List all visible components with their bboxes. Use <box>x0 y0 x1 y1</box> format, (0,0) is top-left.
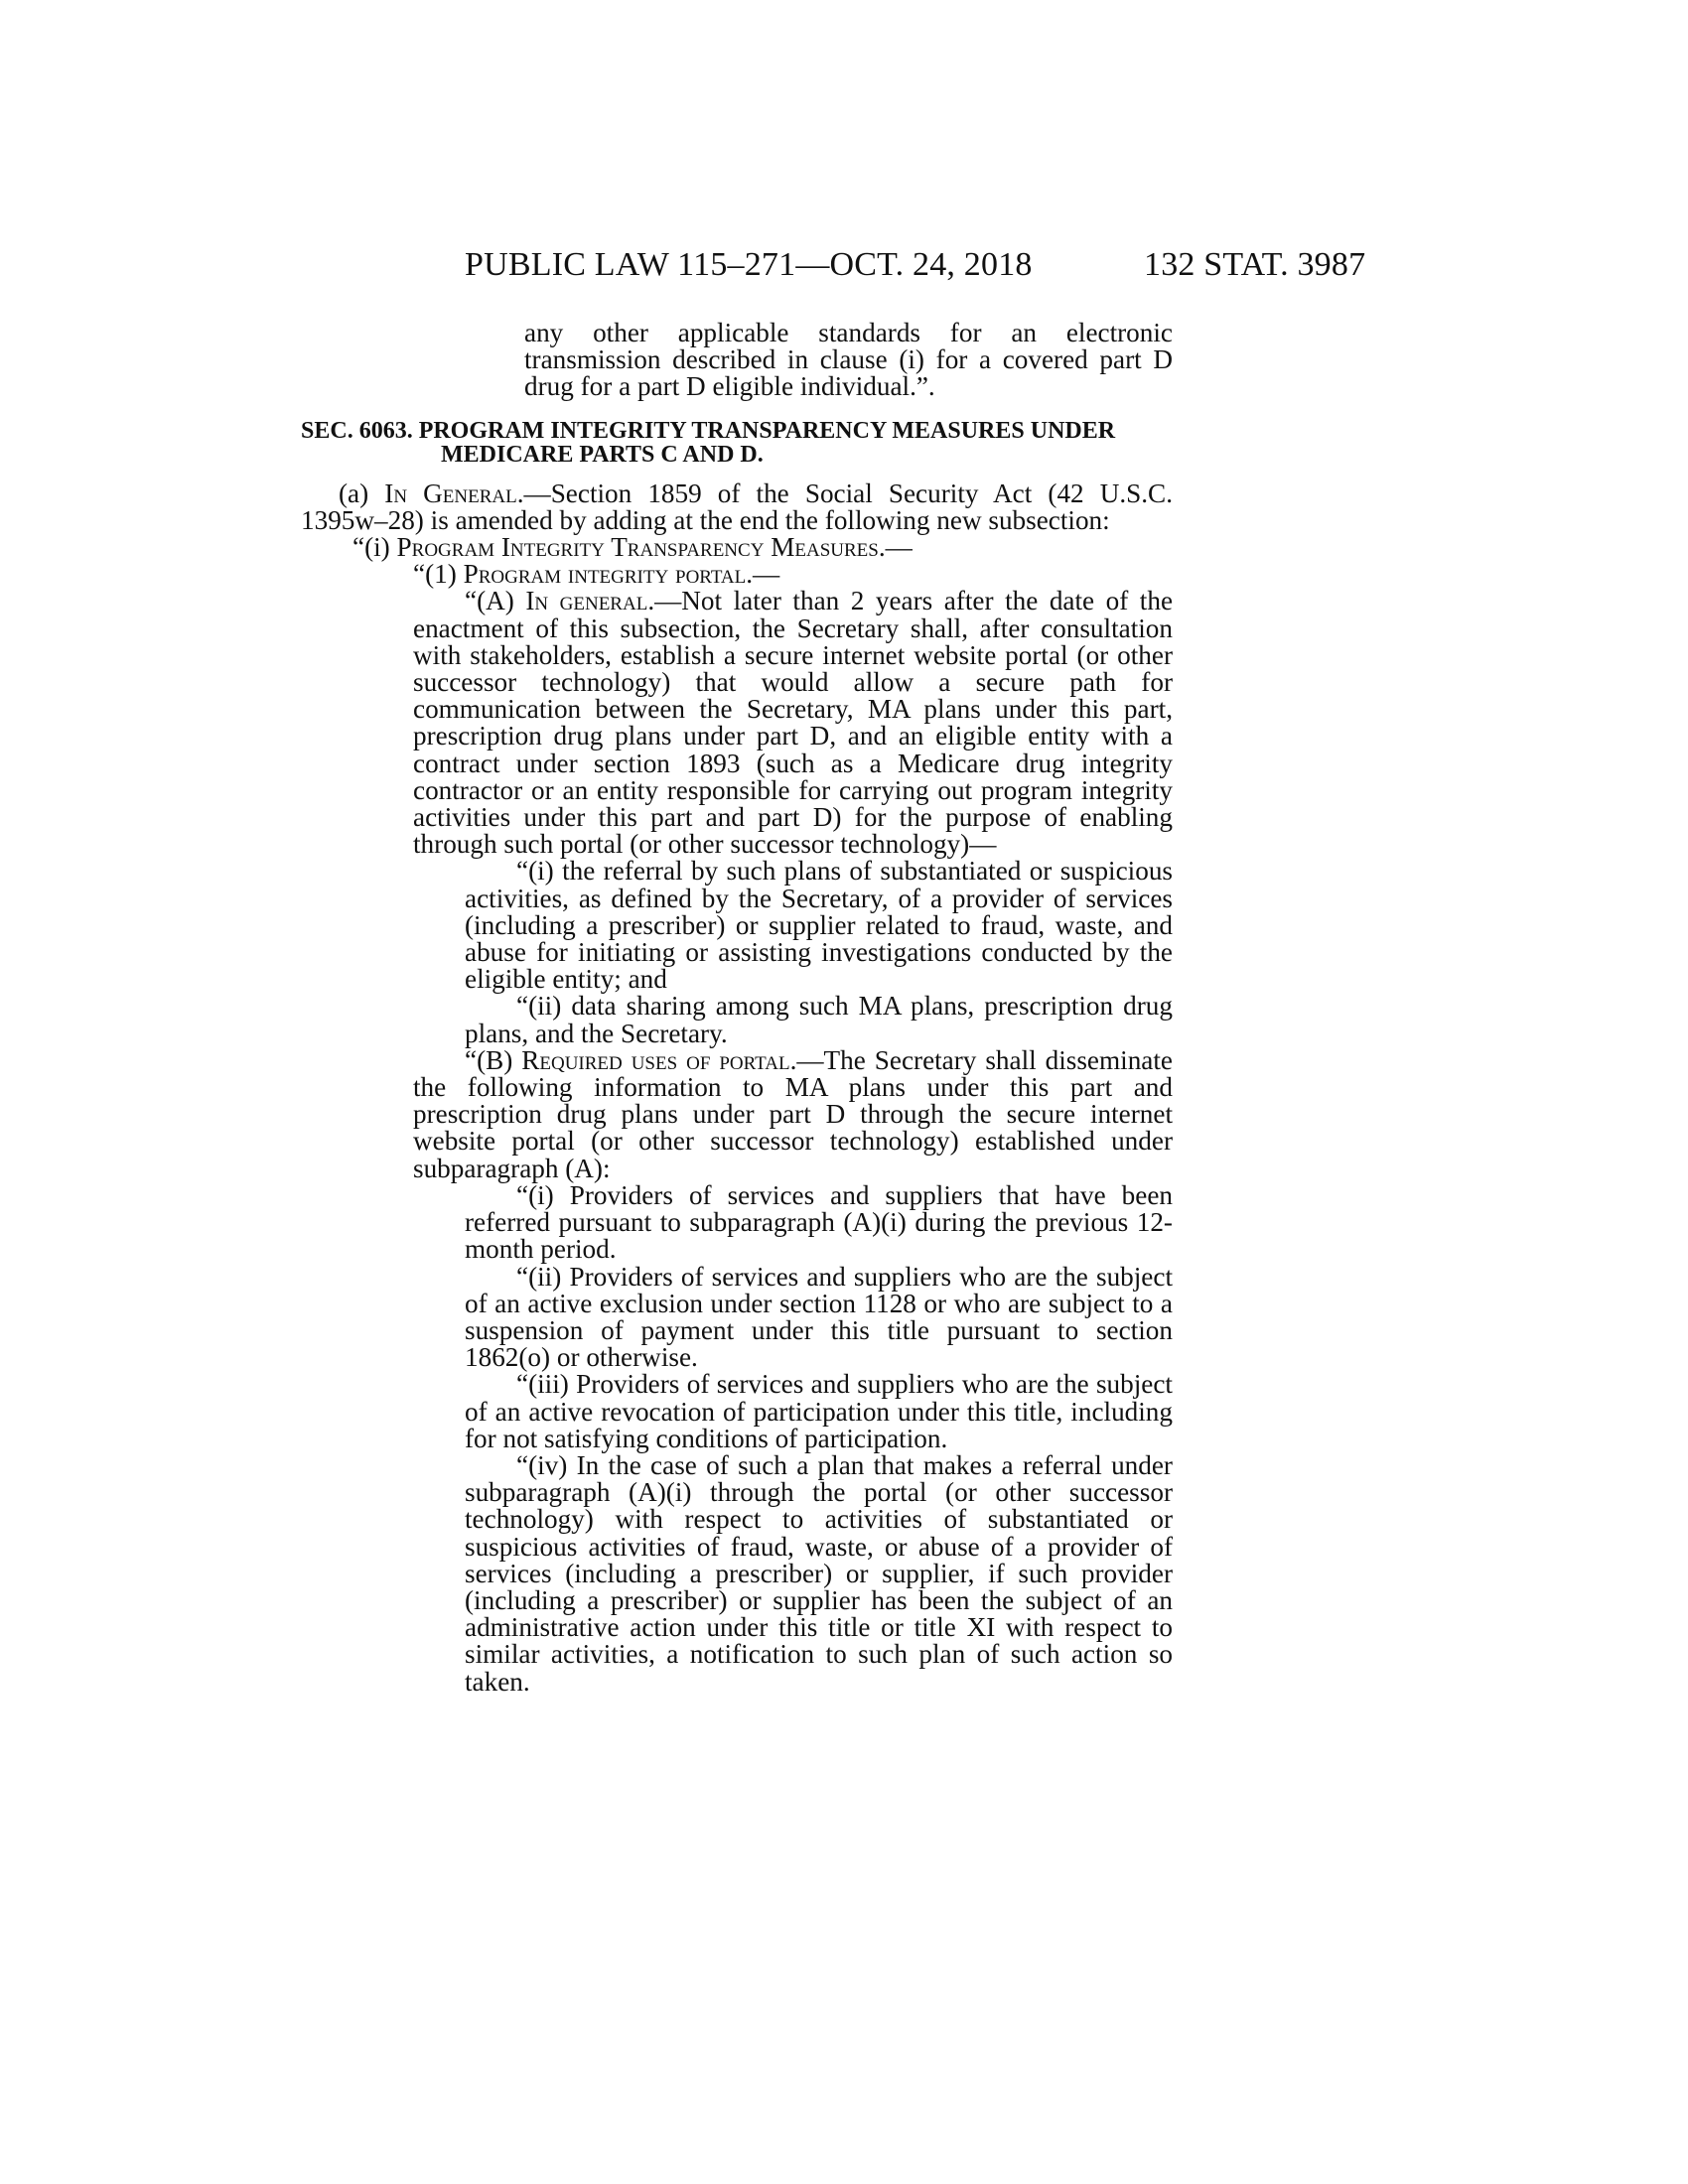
subparagraph-A-heading: In general <box>525 586 648 616</box>
subparagraph-B-clause-ii: “(ii) Providers of services and suppliers who are the subject of an active exclusion under section 1128 or who are subject to a suspension of payment under this title pursuant to section 1862(o) or otherwise. <box>465 1261 1173 1373</box>
subsection-a <box>301 480 1173 534</box>
subparagraph-A-text: .—Not later than 2 years after the date of the enactment of this subsection, the Secretary shall, after consultation with stakeholders, establish a secure internet website portal (or other successor technology) that would allow a secure path for communication between the Secretary, MA plans under this part, prescription drug plans under part D, and an eligible entity with a contract under section 1893 (such as a Medicare drug integrity contractor or an entity responsible for carrying out program integrity activities under this part and part D) for the purpose of enabling through such portal (or other successor technology)— <box>413 586 1174 860</box>
paragraph-1-heading: Program integrity portal <box>463 559 747 590</box>
subsection-i-heading: Program Integrity Transparency Measures <box>396 532 879 563</box>
subsection-a-heading: In General <box>384 478 517 508</box>
paragraph-1-dash: .— <box>746 559 780 590</box>
page-header-stat: 132 STAT. 3987 <box>1144 246 1366 283</box>
document-body <box>301 320 1173 1696</box>
subparagraph-B-clause-iv: “(iv) In the case of such a plan that makes a referral under subparagraph (A)(i) through the portal (or other successor technology) with respect to activities of substantiated or suspicious activities of fraud, waste, or abuse of a provider of services (including a prescriber) or supplier, if such provider (including a prescriber) or supplier has been the subject of an administrative action under this title or title XI with respect to similar activities, a notification to such plan of such action so taken. <box>465 1449 1173 1697</box>
subparagraph-A-clause-ii: “(ii) data sharing among such MA plans, prescription drug plans, and the Secretary. <box>465 991 1173 1048</box>
section-heading <box>301 419 1173 467</box>
paragraph-1-number: “(1) <box>413 559 464 590</box>
subparagraph-B <box>301 1044 1173 1183</box>
continued-text: any other applicable standards for an electronic transmission described in clause (i) for a covered part D drug for a part D eligible individual.”. <box>524 318 1173 402</box>
subsection-i-dash: .— <box>878 532 913 563</box>
subparagraph-A-clause-i: “(i) the referral by such plans of substantiated or suspicious activities, as defined by the Secretary, of a provider of services (including a prescriber) or supplier related to fraud, waste, and abuse for initiating or assisting investigations conducted by the eligible entity; and <box>465 856 1173 995</box>
page-header-title: PUBLIC LAW 115–271—OCT. 24, 2018 <box>465 246 1033 283</box>
subparagraph-A <box>301 588 1173 858</box>
subsection-i <box>301 534 1173 561</box>
subparagraph-B-clause-i: “(i) Providers of services and suppliers that have been referred pursuant to subparagraph (A)(i) during the previous 12-month period. <box>465 1179 1173 1265</box>
section-heading-line2: MEDICARE PARTS C AND D. <box>441 441 764 468</box>
section-heading-line1: SEC. 6063. PROGRAM INTEGRITY TRANSPARENCY MEASURES UNDER <box>301 417 1116 444</box>
subparagraph-A-number: “(A) <box>465 586 526 616</box>
subparagraph-B-clause-iii: “(iii) Providers of services and suppliers who are the subject of an active revocation of participation under this title, including for not satisfying conditions of participation. <box>465 1369 1173 1453</box>
subparagraph-B-text: .—The Secretary shall disseminate the following information to MA plans under this part and prescription drug plans under part D through the secure internet website portal (or other successor technology) established under subparagraph (A): <box>413 1044 1173 1183</box>
subsection-i-number: “(i) <box>352 532 397 563</box>
subparagraph-B-number: “(B) <box>465 1044 522 1075</box>
subsection-a-number: (a) <box>339 478 385 508</box>
paragraph-1 <box>301 561 1173 588</box>
subsection-a-text: .—Section 1859 of the Social Security Act (42 U.S.C. 1395w–28) is amended by adding at the end the following new subsection: <box>301 478 1173 535</box>
subparagraph-B-heading: Required uses of portal <box>521 1044 790 1075</box>
